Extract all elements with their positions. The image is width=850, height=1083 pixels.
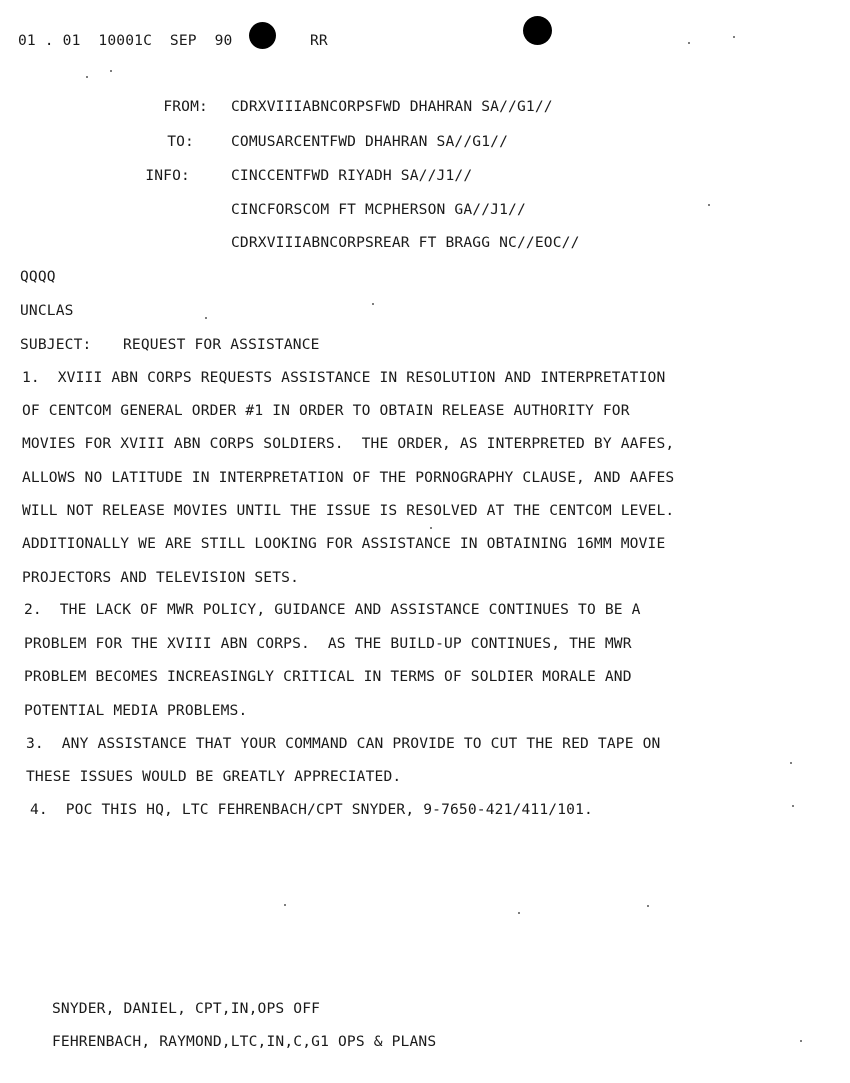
body-line: 3. ANY ASSISTANCE THAT YOUR COMMAND CAN PROVIDE TO CUT THE RED TAPE ON — [26, 735, 661, 752]
body-line: ALLOWS NO LATITUDE IN INTERPRETATION OF THE PORNOGRAPHY CLAUSE, AND AAFES — [22, 469, 675, 486]
classification: UNCLAS — [20, 302, 74, 319]
info-address: CDRXVIIIABNCORPSREAR FT BRAGG NC//EOC// — [231, 234, 580, 251]
scan-speck — [733, 36, 735, 38]
body-line: ADDITIONALLY WE ARE STILL LOOKING FOR ASSISTANCE IN OBTAINING 16MM MOVIE — [22, 535, 666, 552]
scan-speck — [792, 805, 794, 807]
info-address: CINCFORSCOM FT MCPHERSON GA//J1// — [231, 201, 526, 218]
redaction-blot — [249, 22, 276, 49]
signature-line: FEHRENBACH, RAYMOND,LTC,IN,C,G1 OPS & PLANS — [52, 1033, 437, 1050]
body-line: 1. XVIII ABN CORPS REQUESTS ASSISTANCE IN RESOLUTION AND INTERPRETATION — [22, 369, 666, 386]
body-line: PROBLEM BECOMES INCREASINGLY CRITICAL IN TERMS OF SOLDIER MORALE AND — [24, 668, 632, 685]
body-line: THESE ISSUES WOULD BE GREATLY APPRECIATED. — [26, 768, 402, 785]
scan-speck — [86, 76, 88, 78]
scan-speck — [800, 1040, 802, 1042]
punch-hole-mark — [523, 16, 552, 45]
body-line: POTENTIAL MEDIA PROBLEMS. — [24, 702, 248, 719]
body-line: 4. POC THIS HQ, LTC FEHRENBACH/CPT SNYDER, 9-7650-421/411/101. — [30, 801, 593, 818]
info-label: INFO: — [145, 167, 190, 184]
body-line: PROJECTORS AND TELEVISION SETS. — [22, 569, 300, 586]
body-line: WILL NOT RELEASE MOVIES UNTIL THE ISSUE IS RESOLVED AT THE CENTCOM LEVEL. — [22, 502, 675, 519]
subject-text: REQUEST FOR ASSISTANCE — [123, 336, 320, 353]
precedence-code: RR — [310, 32, 328, 49]
scan-speck — [110, 70, 112, 72]
body-line: OF CENTCOM GENERAL ORDER #1 IN ORDER TO OBTAIN RELEASE AUTHORITY FOR — [22, 402, 630, 419]
scan-speck — [518, 912, 520, 914]
body-line: MOVIES FOR XVIII ABN CORPS SOLDIERS. THE ORDER, AS INTERPRETED BY AAFES, — [22, 435, 675, 452]
info-address: CINCCENTFWD RIYADH SA//J1// — [231, 167, 473, 184]
scan-speck — [708, 204, 710, 206]
to-label: TO: — [167, 133, 194, 150]
scan-speck — [647, 905, 649, 907]
to-address: COMUSARCENTFWD DHAHRAN SA//G1// — [231, 133, 509, 150]
scan-speck — [205, 317, 207, 319]
scan-speck — [688, 42, 690, 44]
from-label: FROM: — [163, 98, 208, 115]
message-header: 01 . 01 10001C SEP 90 — [18, 32, 233, 49]
subject-label: SUBJECT: — [20, 336, 92, 353]
from-address: CDRXVIIIABNCORPSFWD DHAHRAN SA//G1// — [231, 98, 553, 115]
body-line: 2. THE LACK OF MWR POLICY, GUIDANCE AND ASSISTANCE CONTINUES TO BE A — [24, 601, 641, 618]
message-separator: QQQQ — [20, 268, 56, 285]
scan-speck — [790, 762, 792, 764]
signature-line: SNYDER, DANIEL, CPT,IN,OPS OFF — [52, 1000, 321, 1017]
scan-speck — [372, 303, 374, 305]
scan-speck — [284, 904, 286, 906]
body-line: PROBLEM FOR THE XVIII ABN CORPS. AS THE BUILD-UP CONTINUES, THE MWR — [24, 635, 632, 652]
scan-speck — [430, 527, 432, 529]
